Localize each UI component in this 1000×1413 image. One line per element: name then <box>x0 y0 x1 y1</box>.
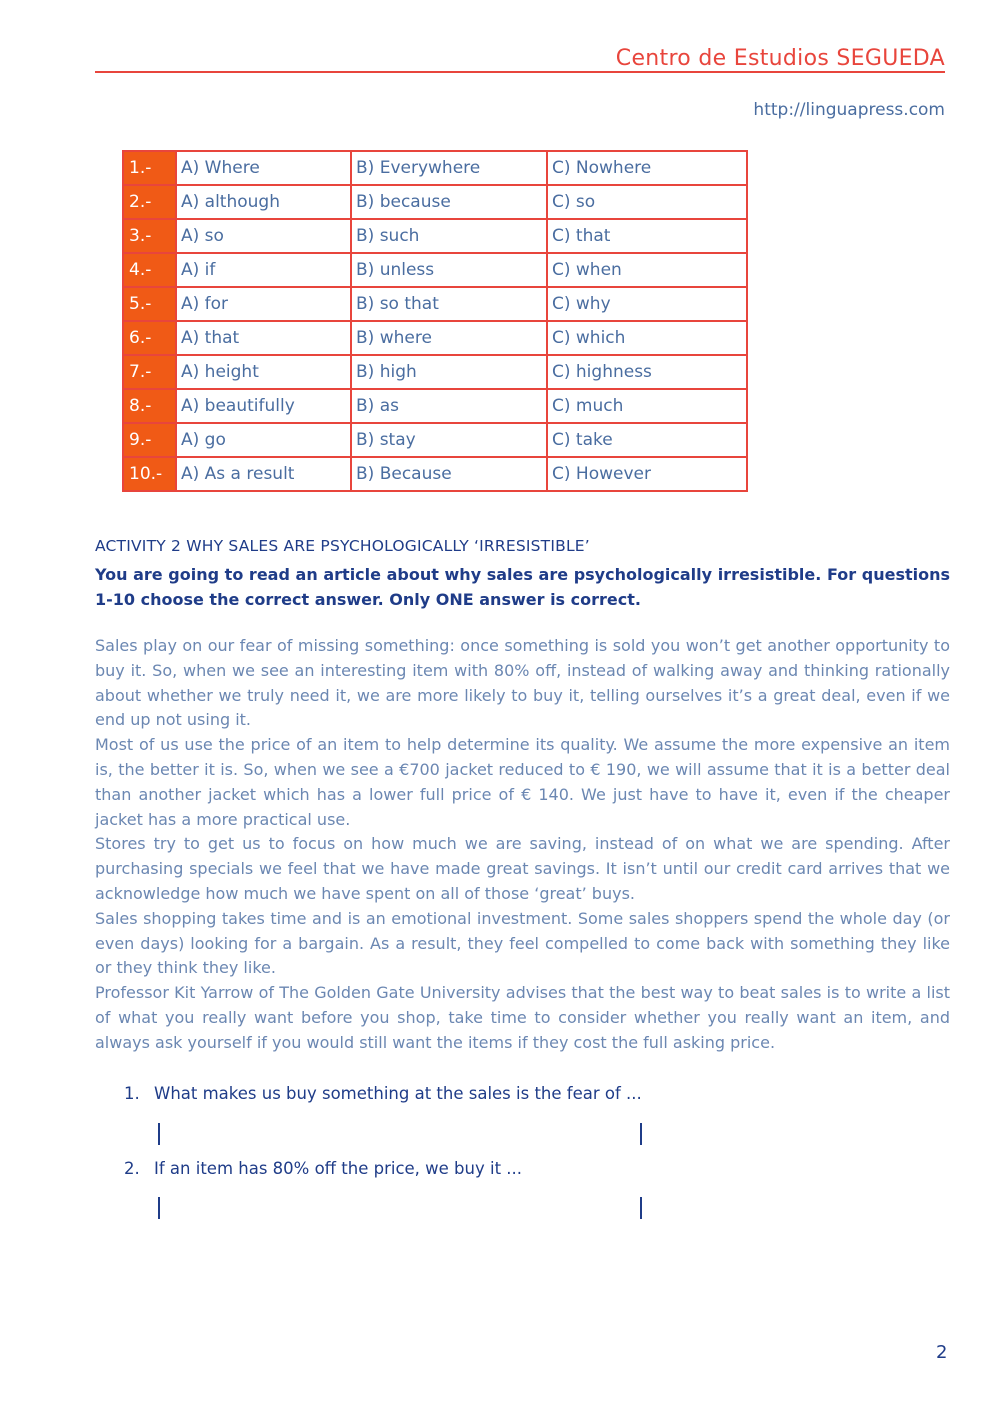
option-c-cell: C) highness <box>547 355 747 389</box>
activity-title: ACTIVITY 2 WHY SALES ARE PSYCHOLOGICALLY ‘IRRESISTIBLE’ <box>95 537 590 555</box>
option-row <box>123 151 747 185</box>
school-name: Centro de Estudios SEGUEDA <box>615 46 945 71</box>
question-number-cell: 1.- <box>123 151 176 185</box>
question-number: 1. <box>124 1084 140 1103</box>
option-c-cell: C) why <box>547 287 747 321</box>
option-c-cell: C) take <box>547 423 747 457</box>
option-b-cell: B) as <box>351 389 547 423</box>
activity-instructions: You are going to read an article about why sales are psychologically irresistible. For questions 1-10 choose the correct answer. Only ONE answer is correct. <box>95 565 950 609</box>
article-paragraph: Stores try to get us to focus on how much we are saving, instead of on what we are spending. After purchasing specials we feel that we have made great savings. It isn’t until our credit card arrives that we acknowledge how much we have spent on all of those ‘great’ buys. <box>95 834 950 903</box>
option-b-cell: B) where <box>351 321 547 355</box>
option-c-cell: C) which <box>547 321 747 355</box>
option-a-cell: A) for <box>176 287 351 321</box>
option-row <box>123 185 747 219</box>
option-a-cell: A) although <box>176 185 351 219</box>
option-row <box>123 389 747 423</box>
question-number-cell: 8.- <box>123 389 176 423</box>
option-b-cell: B) so that <box>351 287 547 321</box>
option-a-cell: A) beautifully <box>176 389 351 423</box>
option-b-cell: B) high <box>351 355 547 389</box>
option-b-cell: B) Everywhere <box>351 151 547 185</box>
options-table <box>122 150 748 492</box>
option-row <box>123 355 747 389</box>
option-a-cell: A) that <box>176 321 351 355</box>
option-a-cell: A) As a result <box>176 457 351 491</box>
option-b-cell: B) stay <box>351 423 547 457</box>
question-2 <box>124 1159 522 1178</box>
option-b-cell: B) unless <box>351 253 547 287</box>
option-b-cell: B) such <box>351 219 547 253</box>
header-divider <box>95 71 945 73</box>
option-c-cell: C) much <box>547 389 747 423</box>
article-paragraph: Professor Kit Yarrow of The Golden Gate University advises that the best way to beat sales is to write a list of what you really want before you shop, take time to consider whether you really want an item, and always ask yourself if you would still want the items if they cost the full asking price. <box>95 983 950 1052</box>
question-number-cell: 7.- <box>123 355 176 389</box>
question-number-cell: 9.- <box>123 423 176 457</box>
option-row <box>123 423 747 457</box>
option-b-cell: B) Because <box>351 457 547 491</box>
option-a-cell: A) Where <box>176 151 351 185</box>
source-url: http://linguapress.com <box>753 100 945 120</box>
option-c-cell: C) However <box>547 457 747 491</box>
question-text: If an item has 80% off the price, we buy it ... <box>154 1159 523 1178</box>
option-a-cell: A) if <box>176 253 351 287</box>
option-a-cell: A) so <box>176 219 351 253</box>
article-paragraph: Sales play on our fear of missing something: once something is sold you won’t get another opportunity to buy it. So, when we see an interesting item with 80% off, instead of walking away and thinking rationally about whether we truly need it, we are more likely to buy it, telling ourselves it’s a great deal, even if we end up not using it. <box>95 636 950 730</box>
option-c-cell: C) that <box>547 219 747 253</box>
article-paragraph: Sales shopping takes time and is an emotional investment. Some sales shoppers spend the whole day (or even days) looking for a bargain. As a result, they feel compelled to come back with something they like or they think they like. <box>95 908 950 978</box>
option-row <box>123 457 747 491</box>
option-row <box>123 287 747 321</box>
question-number-cell: 4.- <box>123 253 176 287</box>
question-number-cell: 10.- <box>123 457 176 491</box>
option-c-cell: C) when <box>547 253 747 287</box>
article-paragraph: Most of us use the price of an item to help determine its quality. We assume the more expensive an item is, the better it is. So, when we see a €700 jacket reduced to € 190, we will assume that it is a better deal than another jacket which has a lower full price of € 140. We just have to have it, even if the cheaper jacket has a more practical use. <box>95 735 950 829</box>
answer-input-2[interactable] <box>158 1197 642 1219</box>
question-text: What makes us buy something at the sales is the fear of ... <box>154 1084 642 1103</box>
question-number-cell: 3.- <box>123 219 176 253</box>
option-row <box>123 321 747 355</box>
page-number: 2 <box>936 1342 948 1363</box>
question-number-cell: 6.- <box>123 321 176 355</box>
option-c-cell: C) so <box>547 185 747 219</box>
question-number-cell: 5.- <box>123 287 176 321</box>
option-c-cell: C) Nowhere <box>547 151 747 185</box>
article-text <box>95 634 950 1056</box>
answer-input-1[interactable] <box>158 1123 642 1145</box>
question-1 <box>124 1084 642 1103</box>
question-number: 2. <box>124 1159 140 1178</box>
option-b-cell: B) because <box>351 185 547 219</box>
question-number-cell: 2.- <box>123 185 176 219</box>
option-row <box>123 219 747 253</box>
option-row <box>123 253 747 287</box>
option-a-cell: A) go <box>176 423 351 457</box>
option-a-cell: A) height <box>176 355 351 389</box>
